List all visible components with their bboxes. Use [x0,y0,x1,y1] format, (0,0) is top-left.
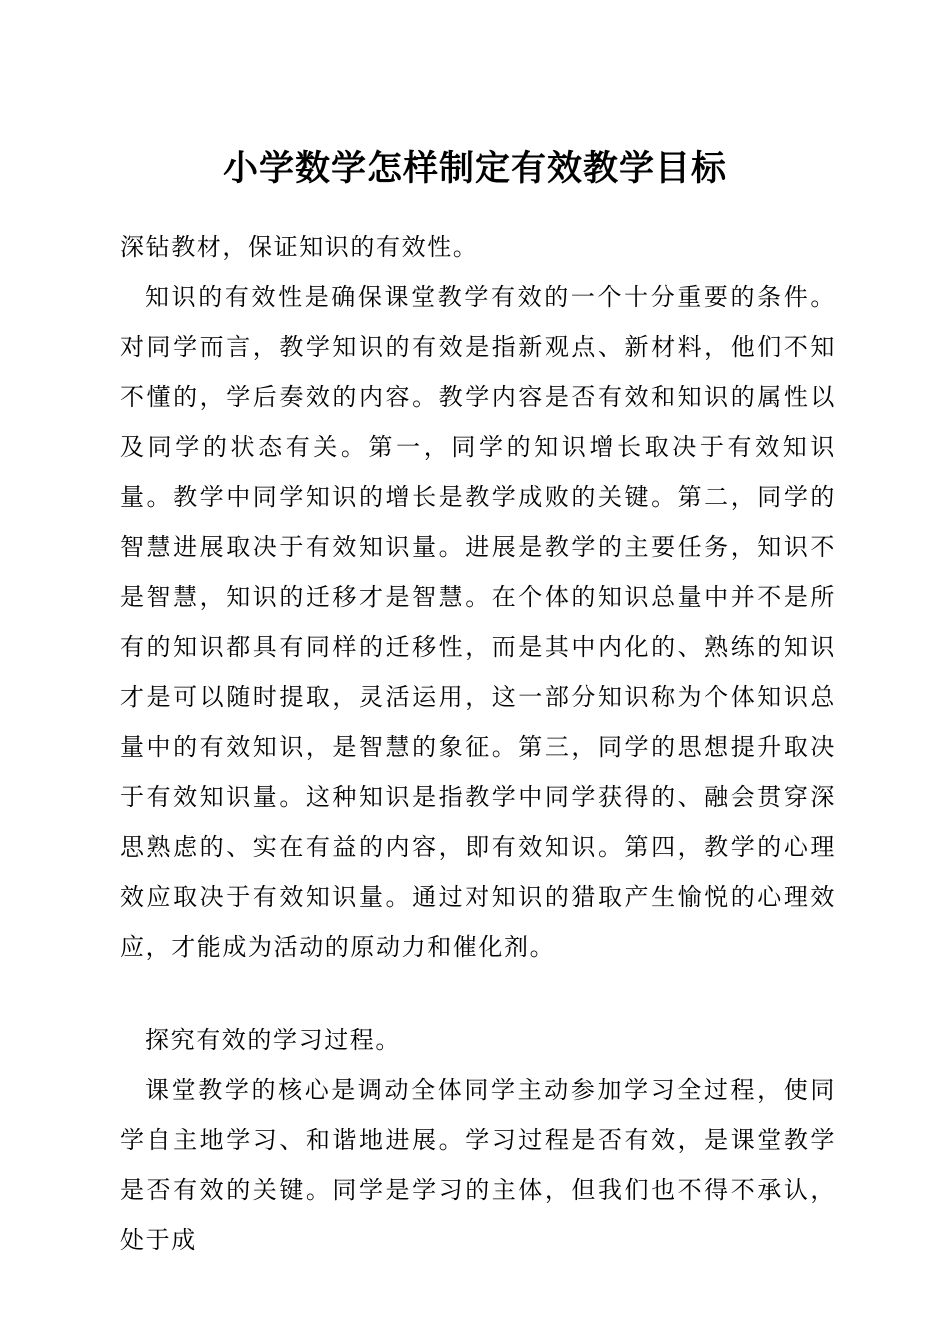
paragraph-knowledge-effectiveness: 知识的有效性是确保课堂教学有效的一个十分重要的条件。对同学而言，教学知识的有效是指新观点、新材料，他们不知不懂的，学后奏效的内容。教学内容是否有效和知识的属性以及同学的状态有关。第一，同学的知识增长取决于有效知识量。教学中同学知识的增长是教学成败的关键。第二，同学的智慧进展取决于有效知识量。进展是教学的主要任务，知识不是智慧，知识的迁移才是智慧。在个体的知识总量中并不是所有的知识都具有同样的迁移性，而是其中内化的、熟练的知识才是可以随时提取，灵活运用，这一部分知识称为个体知识总量中的有效知识，是智慧的象征。第三，同学的思想提升取决于有效知识量。这种知识是指教学中同学获得的、融会贯穿深思熟虑的、实在有益的内容，即有效知识。第四，教学的心理效应取决于有效知识量。通过对知识的猎取产生愉悦的心理效应，才能成为活动的原动力和催化剂。 [120,283,836,961]
section-heading-learning-process: 探究有效的学习过程。 [145,1026,401,1054]
paragraph-learning-process: 课堂教学的核心是调动全体同学主动参加学习全过程，使同学自主地学习、和谐地进展。学习过程是否有效，是课堂教学是否有效的关键。同学是学习的主体，但我们也不得不承认，处于成 [120,1076,836,1254]
section-heading-textbook: 深钻教材，保证知识的有效性。 [120,233,479,261]
document-title: 小学数学怎样制定有效教学目标 [222,148,727,189]
